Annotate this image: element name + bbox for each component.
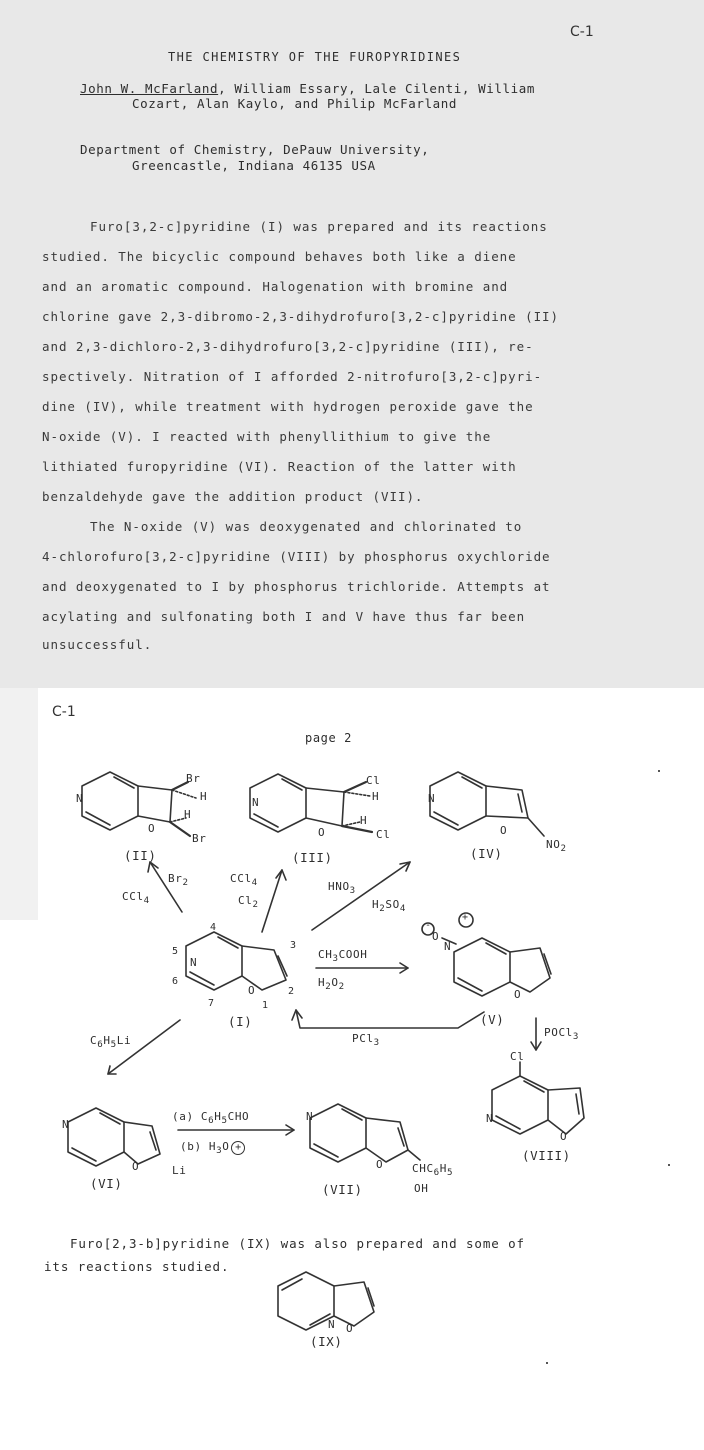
position-number-2: 2: [288, 986, 295, 997]
reagent-br2: $Br_2$: [168, 872, 189, 889]
reagent-phenyllithium: $C_6H_5Li$: [90, 1034, 132, 1051]
compound-IX-label: (IX): [310, 1334, 343, 1349]
abstract-line: acylating and sulfonating both I and V have thus far been: [42, 609, 526, 624]
compound-VI-label: (VI): [90, 1176, 123, 1191]
atom-label-O: O: [560, 1130, 568, 1143]
abstract-line: and 2,3-dichloro-2,3-dihydrofuro[3,2-c]pyridine (III), re-: [42, 339, 534, 354]
reagent-pocl3: POCl$_3$: [544, 1026, 580, 1043]
compound-III-structure: [250, 774, 372, 832]
compound-I-structure: [186, 932, 287, 990]
substituent-nitro: $NO_2$: [546, 838, 567, 855]
abstract-line: and deoxygenated to I by phosphorus trichloride. Attempts at: [42, 579, 551, 594]
atom-label-O: O: [248, 984, 256, 997]
atom-label-N: N: [252, 796, 260, 809]
atom-label-H: H: [372, 790, 380, 803]
atom-label-H: H: [184, 808, 192, 821]
position-number-6: 6: [172, 976, 179, 987]
atom-label-O: O: [500, 824, 508, 837]
atom-label-H: H: [200, 790, 208, 803]
arrow-V-to-I: [296, 1010, 484, 1028]
authors-line-2: Cozart, Alan Kaylo, and Philip McFarland: [132, 96, 458, 111]
position-number-7: 7: [208, 998, 215, 1009]
position-number-5: 5: [172, 946, 179, 957]
compound-V-label: (V): [480, 1012, 505, 1027]
atom-label-Cl: Cl: [510, 1050, 525, 1063]
footer-line-1: Furo[2,3-b]pyridine (IX) was also prepared and some of: [70, 1236, 525, 1251]
compound-IV-label: (IV): [470, 846, 503, 861]
atom-label-N: N: [76, 792, 84, 805]
atom-label-H: H: [360, 814, 368, 827]
reagent-hydrogen-peroxide: $H_2O_2$: [318, 976, 345, 993]
abstract-line: spectively. Nitration of I afforded 2-nitrofuro[3,2-c]pyri-: [42, 369, 543, 384]
atom-label-O: O: [376, 1158, 384, 1171]
reagent-cl2: $Cl_2$: [238, 894, 259, 911]
footer-line-2: its reactions studied.: [44, 1259, 230, 1274]
scan-speck: [658, 770, 660, 772]
atom-label-Cl: Cl: [376, 828, 391, 841]
reagent-step-a-benzaldehyde: (a) $C_6H_5CHO$: [172, 1110, 250, 1127]
abstract-line: benzaldehyde gave the addition product (VII).: [42, 489, 424, 504]
page-2-code: C-1: [52, 704, 76, 720]
position-number-1: 1: [262, 1000, 269, 1011]
compound-VIII-label: (VIII): [522, 1148, 571, 1163]
atom-label-O: O: [132, 1160, 140, 1173]
reagent-hno3: $HNO_3$: [328, 880, 356, 897]
compound-IX-structure: [278, 1272, 374, 1330]
reagent-acetic-acid: $CH_3COOH$: [318, 948, 368, 965]
atom-label-N: N: [62, 1118, 70, 1131]
atom-label-N: N: [190, 956, 198, 969]
arrow-I-to-III: [262, 870, 282, 932]
compound-I-label: (I): [228, 1014, 253, 1029]
abstract-line: N-oxide (V). I reacted with phenyllithium to give the: [42, 429, 492, 444]
abstract-line: Furo[3,2-c]pyridine (I) was prepared and its reactions: [90, 219, 548, 234]
reagent-ccl4-chlorination: CCl$_4$: [230, 872, 258, 889]
abstract-line: unsuccessful.: [42, 637, 153, 652]
compound-III-label: (III): [292, 850, 333, 865]
position-number-3: 3: [290, 940, 297, 951]
compound-VII-label: (VII): [322, 1182, 363, 1197]
arrow-I-to-IV: [312, 862, 410, 930]
substituent-hydroxyl: OH: [414, 1182, 429, 1195]
compound-II-label: (II): [124, 848, 157, 863]
compound-VIII-structure: [492, 1062, 584, 1134]
compound-VII-structure: [310, 1104, 420, 1162]
reagent-h2so4: $H_2SO_4$: [372, 898, 406, 915]
atom-label-O: O: [318, 826, 326, 839]
atom-label-Cl: Cl: [366, 774, 381, 787]
substituent-benzyl-carbinol: $CHC_6H_5$: [412, 1162, 454, 1179]
charge-plus: +: [231, 1141, 245, 1155]
abstract-line: dine (IV), while treatment with hydrogen peroxide gave the: [42, 399, 534, 414]
reagent-step-b-hydronium: (b) $H_3O$ +: [180, 1140, 245, 1156]
affiliation-line-2: Greencastle, Indiana 46135 USA: [132, 158, 376, 173]
position-number-4: 4: [210, 922, 217, 933]
substituent-lithium: Li: [172, 1164, 187, 1177]
paper-title: THE CHEMISTRY OF THE FUROPYRIDINES: [168, 50, 462, 64]
compound-V-structure: [422, 913, 551, 996]
atom-label-N: N: [444, 940, 452, 953]
atom-label-Br: Br: [192, 832, 207, 845]
atom-label-O: O: [514, 988, 522, 1001]
atom-label-N: N: [486, 1112, 494, 1125]
compound-IV-structure: [430, 772, 544, 836]
atom-label-O: O: [346, 1322, 354, 1335]
compound-VI-structure: [68, 1108, 160, 1166]
scan-speck: [668, 1164, 670, 1166]
abstract-line: studied. The bicyclic compound behaves both like a diene: [42, 249, 517, 264]
scan-speck: [546, 1362, 548, 1364]
co-authors: , William Essary, Lale Cilenti, William: [218, 81, 536, 96]
abstract-line: and an aromatic compound. Halogenation with bromine and: [42, 279, 509, 294]
reagent-ccl4-bromination: CCl$_4$: [122, 890, 150, 907]
presenting-author: John W. McFarland: [80, 81, 219, 96]
charge-plus: +: [462, 912, 469, 923]
abstract-line: lithiated furopyridine (VI). Reaction of the latter with: [42, 459, 517, 474]
atom-label-N: N: [428, 792, 436, 805]
page-code: C-1: [570, 24, 594, 40]
atom-label-O: O: [148, 822, 156, 835]
reagent-pcl3: PCl$_3$: [352, 1032, 380, 1049]
compound-II-structure: [82, 772, 196, 836]
charge-minus: -: [425, 920, 432, 931]
atom-label-O: O: [432, 930, 440, 943]
abstract-line: The N-oxide (V) was deoxygenated and chlorinated to: [90, 519, 523, 534]
atom-label-Br: Br: [186, 772, 201, 785]
affiliation-line-1: Department of Chemistry, DePauw University,: [80, 142, 430, 157]
abstract-line: 4-chlorofuro[3,2-c]pyridine (VIII) by phosphorus oxychloride: [42, 549, 551, 564]
abstract-line: chlorine gave 2,3-dibromo-2,3-dihydrofuro[3,2-c]pyridine (II): [42, 309, 560, 324]
atom-label-N: N: [306, 1110, 314, 1123]
page-2-label: page 2: [305, 731, 352, 745]
atom-label-N: N: [328, 1318, 336, 1331]
